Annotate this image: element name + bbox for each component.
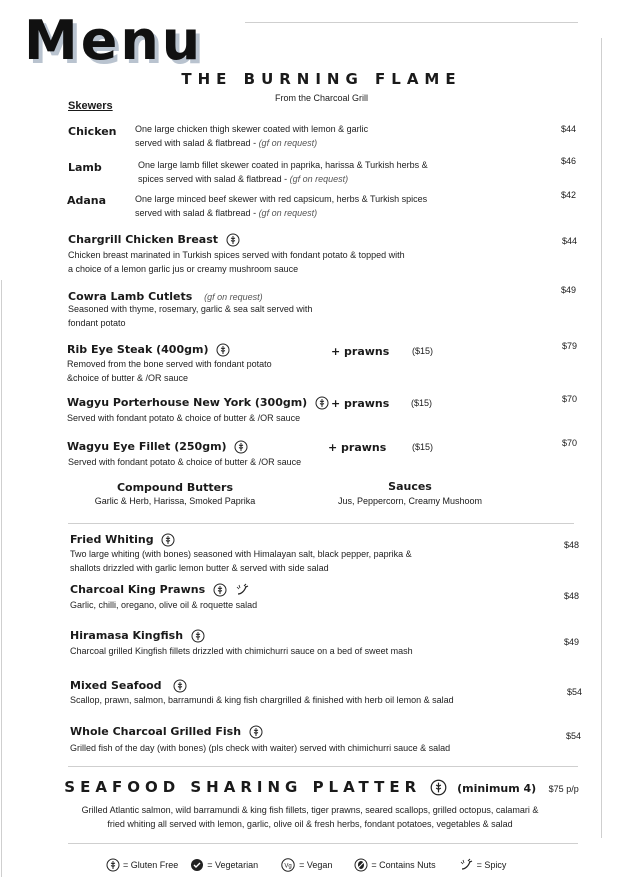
item-description: One large chicken thigh skewer coated with lemon & garlic served with salad & flatbread - (gf on request) <box>135 124 369 148</box>
item-price: $42 <box>560 190 576 200</box>
divider <box>68 766 578 767</box>
item-price: $46 <box>560 156 576 166</box>
legend-item: = Vegetarian <box>190 858 258 872</box>
item-name: Whole Charcoal Grilled Fish <box>70 725 263 739</box>
item-name: Chicken <box>68 125 117 138</box>
right-border <box>601 38 602 838</box>
item-price: $48 <box>563 591 579 601</box>
item-description: Two large whiting (with bones) seasoned with Himalayan salt, black pepper, paprika & shallots drizzled with garlic lemon butter & served with side salad <box>70 549 412 573</box>
item-price: $79 <box>561 341 577 351</box>
item-price: $54 <box>566 687 582 697</box>
item-price: $49 <box>563 637 579 647</box>
divider <box>68 523 574 524</box>
item-description: Charcoal grilled Kingfish fillets drizzled with chimichurri sauce on a bed of sweet mash <box>70 646 413 656</box>
item-description: Seasoned with thyme, rosemary, garlic & sea salt served with fondant potato <box>68 304 313 328</box>
legend-item: = Spicy <box>458 858 507 872</box>
item-price: $54 <box>565 731 581 741</box>
item-description: Removed from the bone served with fondant potato &choice of butter & /OR sauce <box>67 359 272 383</box>
item-description: Garlic, chilli, oregano, olive oil & roquette salad <box>70 600 258 610</box>
item-description: One large lamb fillet skewer coated in paprika, harissa & Turkish herbs & spices served with salad & flatbread - (gf on request) <box>138 160 428 184</box>
gluten-free-icon <box>213 583 227 597</box>
platter-description: Grilled Atlantic salmon, wild barramundi & king fish fillets, tiger prawns, seared scallops, grilled octopus, calamari & fried whiting all served with lemon, garlic, olive oil & fresh herbs, fondant potatoes, vegetables & salad <box>81 805 539 829</box>
vegan-icon <box>280 858 296 872</box>
item-description: Scallop, prawn, salmon, barramundi & king fish chargrilled & finished with herb oil lemon & salad <box>70 695 454 705</box>
legend-item: Vg = Vegan <box>280 858 332 872</box>
prawns-addon: + prawns <box>331 345 390 358</box>
platter-title: SEAFOOD SHARING PLATTER <box>64 778 422 796</box>
svg-text:Vg: Vg <box>284 863 292 870</box>
gluten-free-icon <box>315 396 329 410</box>
legend <box>106 858 506 872</box>
section-skewers: Skewers <box>68 100 113 112</box>
compound-butters-title: Compound Butters <box>116 481 234 494</box>
gluten-free-icon <box>430 779 447 796</box>
item-name: Hiramasa Kingfish <box>70 629 205 643</box>
spicy-icon <box>235 583 249 597</box>
prawns-addon-price: ($15) <box>412 442 434 452</box>
item-price: $70 <box>561 394 577 404</box>
spicy-icon <box>458 858 474 872</box>
item-price: $44 <box>561 236 577 246</box>
item-name: Wagyu Porterhouse New York (300gm) <box>67 396 329 410</box>
gluten-free-icon <box>216 343 230 357</box>
vegetarian-icon <box>190 858 204 872</box>
prawns-addon-price: ($15) <box>412 346 434 356</box>
gluten-free-icon <box>106 858 120 872</box>
item-price: $49 <box>560 285 576 295</box>
item-description: One large minced beef skewer with red capsicum, herbs & Turkish spices served with salad & flatbread - (gf on request) <box>135 194 428 218</box>
item-description: Served with fondant potato & choice of butter & /OR sauce <box>67 413 301 423</box>
legend-item: = Gluten Free <box>106 858 178 872</box>
item-price: $48 <box>563 540 579 550</box>
gluten-free-icon <box>234 440 248 454</box>
prawns-addon-price: ($15) <box>411 398 433 408</box>
prawns-addon: + prawns <box>328 441 387 454</box>
item-name: Rib Eye Steak (400gm) <box>67 343 230 357</box>
platter-heading <box>0 778 643 797</box>
item-name: Charcoal King Prawns <box>70 583 249 597</box>
compound-butters-list: Garlic & Herb, Harissa, Smoked Paprika <box>94 496 256 506</box>
item-price: $70 <box>561 438 577 448</box>
gluten-free-icon <box>161 533 175 547</box>
item-name: Cowra Lamb Cutlets (gf on request) <box>68 290 263 303</box>
item-price: $44 <box>560 124 576 134</box>
top-rule <box>245 22 578 23</box>
platter-minimum: (minimum 4) <box>457 782 537 795</box>
divider <box>68 843 578 844</box>
sauces-list: Jus, Peppercorn, Creamy Mushoom <box>337 496 483 506</box>
gluten-free-icon <box>173 679 187 693</box>
item-name: Wagyu Eye Fillet (250gm) <box>67 440 248 454</box>
restaurant-name: THE BURNING FLAME <box>181 70 462 88</box>
item-name: Mixed Seafood <box>70 679 187 693</box>
item-description: Served with fondant potato & choice of butter & /OR sauce <box>68 457 302 467</box>
item-name: Fried Whiting <box>70 533 175 547</box>
item-name: Adana <box>67 194 107 207</box>
legend-item: = Contains Nuts <box>354 858 435 872</box>
gluten-free-icon <box>191 629 205 643</box>
item-description: Grilled fish of the day (with bones) (pls check with waiter) served with chimichurri sauce & salad <box>70 743 451 753</box>
contains-nuts-icon <box>354 858 368 872</box>
gluten-free-icon <box>249 725 263 739</box>
item-name: Lamb <box>68 161 102 174</box>
menu-title: Menu <box>24 9 204 72</box>
sauces-title: Sauces <box>388 480 432 493</box>
prawns-addon: + prawns <box>331 397 390 410</box>
item-name: Chargrill Chicken Breast <box>68 233 240 247</box>
platter-price: $75 p/p <box>548 784 579 794</box>
gluten-free-icon <box>226 233 240 247</box>
menu-subtitle: From the Charcoal Grill <box>274 93 369 103</box>
item-description: Chicken breast marinated in Turkish spices served with fondant potato & topped with a choice of a lemon garlic jus or creamy mushroom sauce <box>68 250 405 274</box>
